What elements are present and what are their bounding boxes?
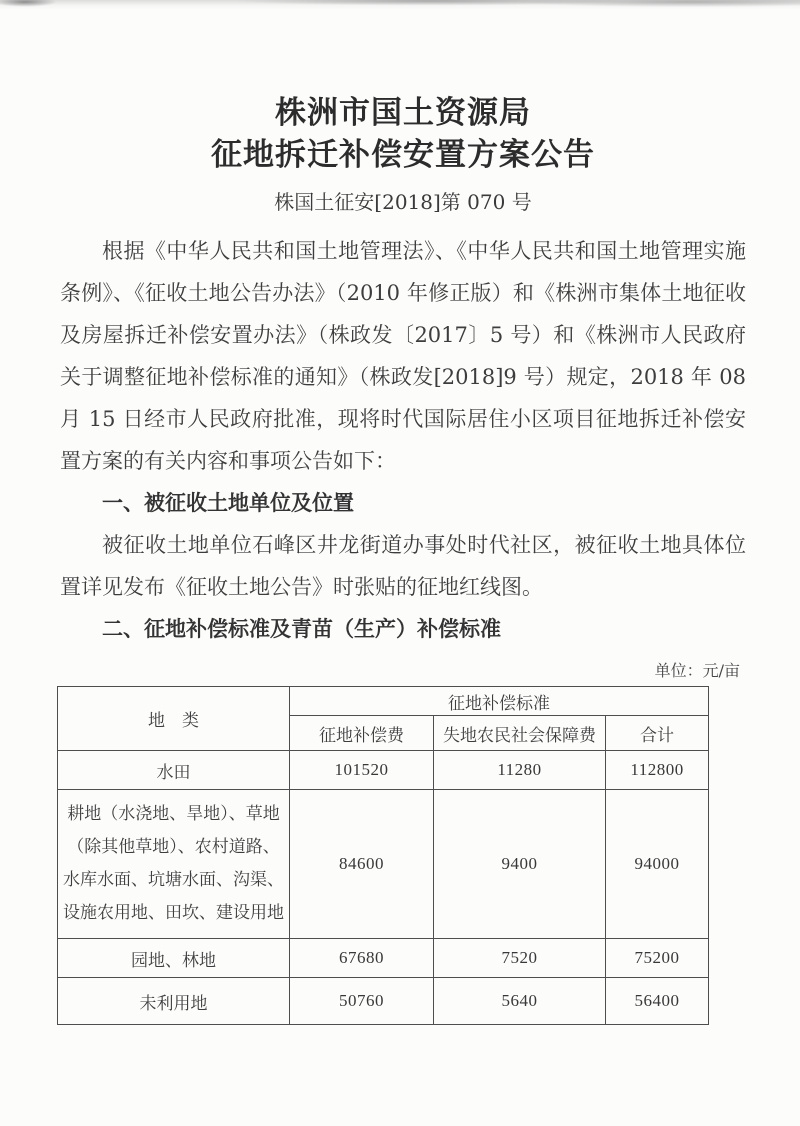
document-body [60, 230, 746, 650]
cell-social-security-fee: 7520 [434, 939, 606, 978]
header-compensation-standard-group: 征地补偿标准 [290, 687, 709, 716]
cell-land-type: 未利用地 [58, 978, 290, 1025]
header-compensation-fee: 征地补偿费 [290, 716, 434, 751]
table-row [58, 790, 709, 939]
document-number: 株国土征安[2018]第 070 号 [274, 190, 532, 214]
section-1-paragraph: 被征收土地单位石峰区井龙街道办事处时代社区，被征收土地具体位置详见发布《征收土地公告》时张贴的征地红线图。 [60, 533, 746, 599]
cell-compensation-fee: 67680 [290, 939, 434, 978]
section-1-heading: 一、被征收土地单位及位置 [102, 490, 354, 515]
document-title-line-1: 株洲市国土资源局 [275, 95, 531, 131]
cell-total: 112800 [606, 751, 709, 790]
intro-paragraph: 根据《中华人民共和国土地管理法》、《中华人民共和国土地管理实施条例》、《征收土地公告办法》（2010 年修正版）和《株洲市集体土地征收及房屋拆迁补偿安置办法》（株政发〔2017〕5 号）和《株洲市人民政府关于调整征地补偿标准的通知》（株政发[2018]9 号）规定，2018 年 08 月 15 日经市人民政府批准，现将时代国际居住小区项目征地拆迁补偿安置方案的有关内容和事项公告如下： [60, 239, 746, 473]
table-unit-note: 单位：元/亩 [654, 661, 740, 680]
table-header-row-group [58, 687, 709, 716]
cell-social-security-fee: 11280 [434, 751, 606, 790]
compensation-standards-table [57, 686, 709, 1025]
cell-compensation-fee: 50760 [290, 978, 434, 1025]
cell-social-security-fee: 5640 [434, 978, 606, 1025]
cell-land-type: 耕地（水浇地、旱地）、草地（除其他草地）、农村道路、水库水面、坑塘水面、沟渠、设施农用地、田坎、建设用地 [58, 790, 290, 939]
cell-compensation-fee: 84600 [290, 790, 434, 939]
cell-total: 56400 [606, 978, 709, 1025]
header-social-security-fee: 失地农民社会保障费 [434, 716, 606, 751]
cell-land-type: 园地、林地 [58, 939, 290, 978]
document-content [60, 92, 746, 1025]
cell-compensation-fee: 101520 [290, 751, 434, 790]
table-row [58, 978, 709, 1025]
cell-total: 94000 [606, 790, 709, 939]
section-2-heading: 二、征地补偿标准及青苗（生产）补偿标准 [102, 616, 501, 641]
header-land-type: 地 类 [58, 687, 290, 751]
cell-total: 75200 [606, 939, 709, 978]
document-title-line-2: 征地拆迁补偿安置方案公告 [211, 137, 595, 173]
scan-edge-artifact [0, 0, 800, 10]
table-row [58, 939, 709, 978]
cell-social-security-fee: 9400 [434, 790, 606, 939]
table-row [58, 751, 709, 790]
header-total: 合计 [606, 716, 709, 751]
cell-land-type: 水田 [58, 751, 290, 790]
